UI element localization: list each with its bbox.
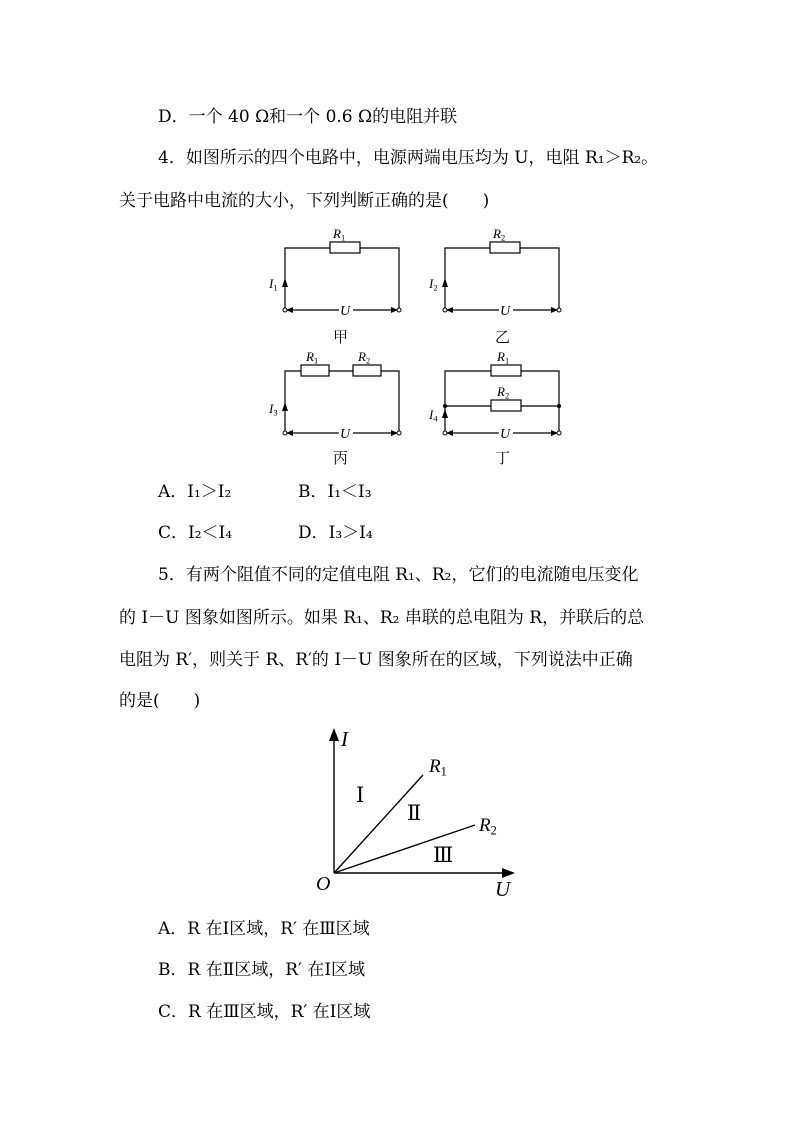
region-3-label: Ⅲ — [433, 843, 454, 867]
jia-caption: 甲 — [333, 330, 349, 346]
ding-resistor2-label: R2 — [497, 384, 510, 401]
y-axis-label: I — [341, 727, 348, 751]
bing-caption: 丙 — [333, 451, 349, 467]
r1-line-label: R1 — [429, 756, 447, 779]
q5-option-a: A．R 在Ⅰ区域，R′ 在Ⅲ区域 — [158, 919, 370, 939]
q5-stem-line3: 电阻为 R′，则关于 R、R′的 I－U 图象所在的区域，下列说法中正确 — [119, 650, 633, 670]
q5-stem-line4: 的是( ) — [119, 691, 201, 711]
yi-voltage-label: U — [500, 304, 511, 319]
jia-current-label: I1 — [269, 276, 278, 293]
region-1-label: Ⅰ — [356, 783, 365, 807]
q4-stem-line2: 关于电路中电流的大小，下列判断正确的是( ) — [119, 191, 490, 211]
r2-line-label: R2 — [479, 815, 497, 838]
q4-option-d: D．I₃＞I₄ — [298, 523, 373, 543]
bing-resistor1-label: R1 — [306, 349, 319, 366]
ding-voltage-label: U — [500, 427, 511, 442]
ding-caption: 丁 — [495, 451, 511, 467]
q5-stem-line2: 的 I－U 图象如图所示。如果 R₁、R₂ 串联的总电阻为 R，并联后的总 — [119, 608, 645, 628]
circuit-bing — [265, 345, 415, 470]
q4-option-b: B．I₁＜I₃ — [298, 482, 372, 502]
jia-resistor-label: R1 — [333, 226, 346, 243]
yi-caption: 乙 — [495, 330, 511, 346]
q5-option-b: B．R 在Ⅱ区域，R′ 在Ⅰ区域 — [158, 960, 366, 980]
circuit-jia — [265, 220, 415, 350]
q5-option-c: C．R 在Ⅲ区域，R′ 在Ⅰ区域 — [158, 1002, 371, 1022]
q4-option-a: A．I₁＞I₂ — [158, 482, 232, 502]
yi-resistor-label: R2 — [493, 226, 506, 243]
bing-voltage-label: U — [340, 427, 351, 442]
q4-option-c: C．I₂＜I₄ — [158, 523, 233, 543]
origin-label: O — [316, 873, 331, 895]
x-axis-label: U — [495, 877, 511, 901]
region-2-label: Ⅱ — [407, 801, 422, 825]
bing-current-label: I3 — [269, 401, 278, 418]
iu-graph — [305, 722, 525, 902]
q4-stem-line1: 4．如图所示的四个电路中，电源两端电压均为 U，电阻 R₁＞R₂。 — [158, 148, 659, 168]
ding-current-label: I4 — [429, 407, 438, 424]
bing-resistor2-label: R2 — [358, 349, 371, 366]
yi-current-label: I2 — [429, 276, 438, 293]
jia-voltage-label: U — [340, 304, 351, 319]
q5-stem-line1: 5．有两个阻值不同的定值电阻 R₁、R₂，它们的电流随电压变化 — [158, 565, 639, 585]
circuit-yi — [425, 220, 575, 350]
q3-option-d: D．一个 40 Ω和一个 0.6 Ω的电阻并联 — [158, 107, 458, 127]
circuit-ding — [425, 345, 575, 470]
y-axis-arrow-icon — [329, 728, 339, 741]
ding-resistor1-label: R1 — [497, 349, 510, 366]
